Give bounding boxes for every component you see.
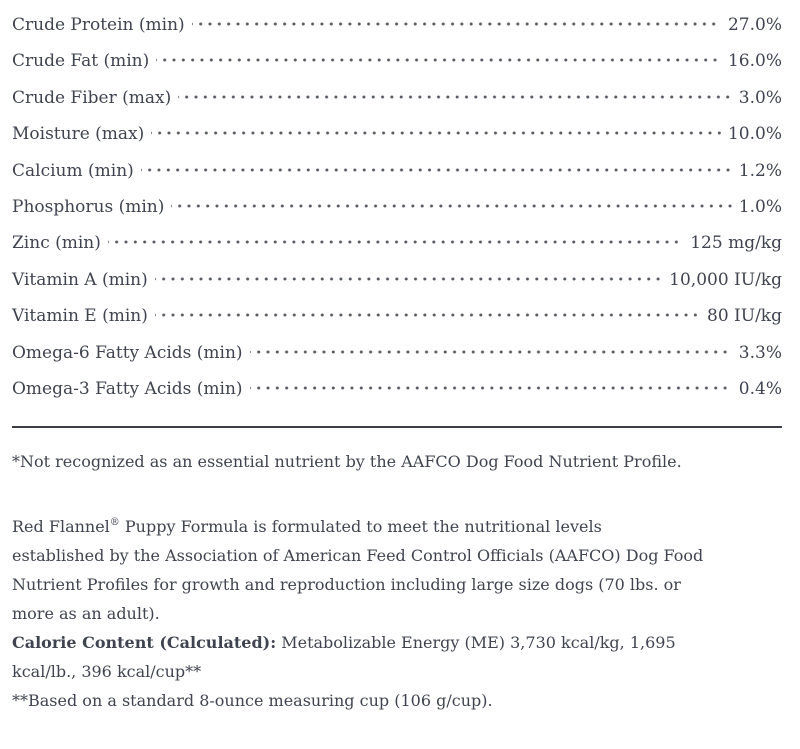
registered-trademark-symbol: ® [109, 517, 120, 529]
dot-leader [151, 127, 721, 139]
dot-leader [156, 54, 721, 66]
dot-leader [192, 18, 721, 30]
calorie-content-label: Calorie Content (Calculated): [12, 633, 277, 653]
nutrient-row [12, 335, 782, 371]
nutrient-row [12, 298, 782, 334]
nutrient-row [12, 116, 782, 152]
nutrient-value: 3.3% [738, 342, 782, 363]
dot-leader [171, 200, 731, 212]
dot-leader [178, 91, 732, 103]
measuring-cup-note: **Based on a standard 8-ounce measuring cup (106 g/cup). [12, 691, 493, 711]
dot-leader [155, 309, 700, 321]
nutrient-row [12, 153, 782, 189]
nutrient-label: Zinc (min) [12, 233, 101, 254]
nutrient-value: 0.4% [738, 379, 782, 400]
nutrient-label: Calcium (min) [12, 160, 134, 181]
nutrient-value: 16.0% [727, 51, 782, 72]
dot-leader [250, 382, 732, 394]
nutrient-label: Vitamin A (min) [12, 269, 148, 290]
nutrient-value: 27.0% [727, 15, 782, 35]
nutrient-value: 1.0% [738, 197, 782, 218]
aafco-footnote: *Not recognized as an essential nutrient by the AAFCO Dog Food Nutrient Profile. [12, 452, 682, 472]
nutrient-row [12, 225, 782, 261]
calorie-content-line-1 [12, 628, 782, 657]
nutrient-label: Phosphorus (min) [12, 197, 165, 218]
nutrient-label: Crude Protein (min) [12, 15, 185, 35]
nutrient-row [12, 262, 782, 298]
formulation-statement-line-4: more as an adult). [12, 604, 160, 624]
nutrient-row [12, 7, 782, 43]
formulation-text: Puppy Formula is formulated to meet the nutritional levels [119, 517, 602, 537]
nutrient-value: 80 IU/kg [707, 306, 782, 327]
nutrient-value: 125 mg/kg [690, 233, 782, 254]
dot-leader [141, 164, 732, 176]
dot-leader [155, 273, 662, 285]
nutrient-value: 10.0% [727, 124, 782, 145]
dot-leader [108, 236, 683, 248]
brand-name: Red Flannel [12, 517, 110, 537]
horizontal-divider [12, 426, 782, 428]
nutrient-label: Crude Fat (min) [12, 51, 150, 72]
label-statements [12, 512, 782, 715]
nutrient-row [12, 189, 782, 225]
calorie-content-line-2: kcal/lb., 396 kcal/cup** [12, 662, 202, 682]
nutrient-value: 1.2% [738, 160, 782, 181]
nutrient-label: Vitamin E (min) [12, 306, 148, 327]
formulation-statement-line-2: established by the Association of American Feed Control Officials (AAFCO) Dog Food [12, 546, 704, 566]
formulation-statement-line-1 [12, 512, 782, 541]
nutrient-row [12, 43, 782, 79]
nutrient-label: Moisture (max) [12, 124, 145, 145]
nutrient-row [12, 371, 782, 407]
nutrient-value: 10,000 IU/kg [669, 269, 782, 290]
calorie-content-text: Metabolizable Energy (ME) 3,730 kcal/kg, 1,695 [276, 633, 676, 653]
nutrient-label: Crude Fiber (max) [12, 87, 172, 108]
nutrient-row [12, 80, 782, 116]
formulation-statement-line-3: Nutrient Profiles for growth and reproduction including large size dogs (70 lbs. or [12, 575, 681, 595]
dot-leader [250, 346, 732, 358]
nutrient-label: Omega-6 Fatty Acids (min) [12, 342, 243, 363]
guaranteed-analysis-table [12, 7, 782, 407]
nutrient-value: 3.0% [738, 87, 782, 108]
nutrient-label: Omega-3 Fatty Acids (min) [12, 379, 243, 400]
